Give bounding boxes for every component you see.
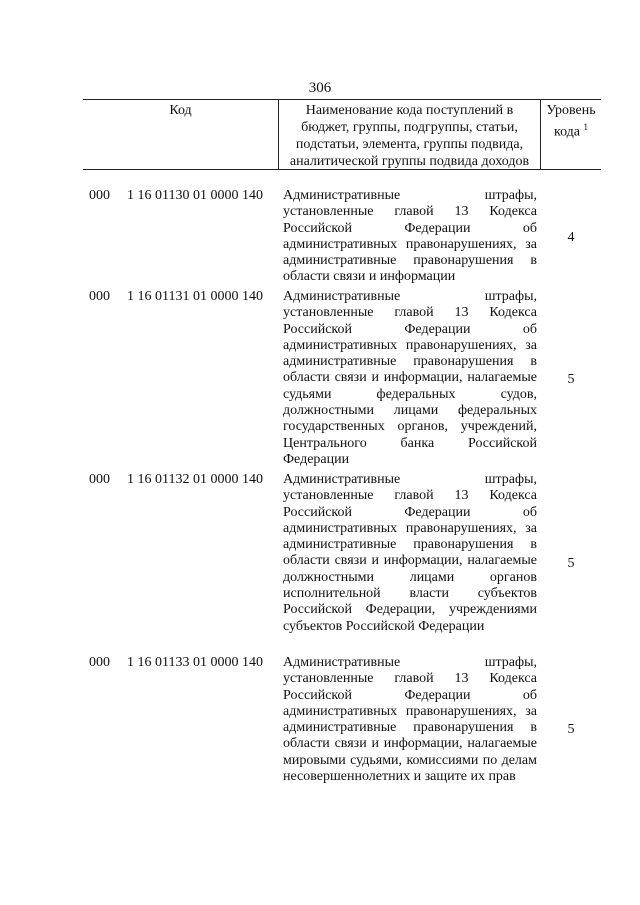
revenue-code: 1 16 01133 01 0000 140: [127, 655, 263, 670]
header-level: [541, 100, 601, 169]
table-row: [83, 289, 601, 471]
code-level: 4: [567, 230, 575, 245]
header-name-line: подстатьи, элемента, группы подвида,: [295, 137, 524, 152]
table-row: [83, 188, 601, 288]
table-row: [83, 472, 601, 654]
revenue-name: Административные штрафы, установленные главой 13 Кодекса Российской Федерации об административных правонарушениях, за административные правонарушения в области связи и информации, налагаемые мировыми судьями, комиссиями по делам несовершеннолетних и защите их прав: [283, 655, 537, 785]
header-name-line: аналитической группы подвида доходов: [289, 154, 530, 169]
admin-code: 000: [89, 655, 110, 670]
table-header: [83, 99, 601, 170]
admin-code: 000: [89, 472, 110, 487]
admin-code: 000: [89, 289, 110, 304]
revenue-name: Административные штрафы, установленные главой 13 Кодекса Российской Федерации об административных правонарушениях, за административные правонарушения в области связи и информации, налагаемые судьями федеральных судов, должностными лицами федеральных государственных органов, учреждений, Центрального банка Российской Федерации: [283, 289, 537, 467]
revenue-code: 1 16 01132 01 0000 140: [127, 472, 263, 487]
admin-code: 000: [89, 188, 110, 203]
header-level-label: кода: [553, 124, 581, 140]
revenue-code: 1 16 01130 01 0000 140: [127, 188, 263, 203]
code-level: 5: [567, 556, 575, 571]
header-name-line: бюджет, группы, подгруппы, статьи,: [301, 120, 518, 135]
code-level: 5: [567, 722, 575, 737]
table-row: [83, 655, 601, 835]
revenue-name: Административные штрафы, установленные главой 13 Кодекса Российской Федерации об административных правонарушениях, за административные правонарушения в области связи и информации, налагаемые должностными лицами органов исполнительной власти субъектов Российской Федерации, учреждениями субъектов Российской Федерации: [283, 472, 537, 634]
revenue-name: Административные штрафы, установленные главой 13 Кодекса Российской Федерации об административных правонарушениях, за административные правонарушения в области связи и информации: [283, 188, 537, 285]
page-number: 306: [308, 80, 332, 96]
footnote-marker: 1: [583, 122, 589, 132]
header-name-line: Наименование кода поступлений в: [305, 103, 514, 118]
header-level-line: Уровень: [546, 103, 596, 118]
header-code: Код: [83, 100, 279, 169]
header-level-line: [541, 119, 601, 141]
code-level: 5: [567, 372, 575, 387]
header-name: [279, 100, 541, 169]
revenue-code: 1 16 01131 01 0000 140: [127, 289, 263, 304]
